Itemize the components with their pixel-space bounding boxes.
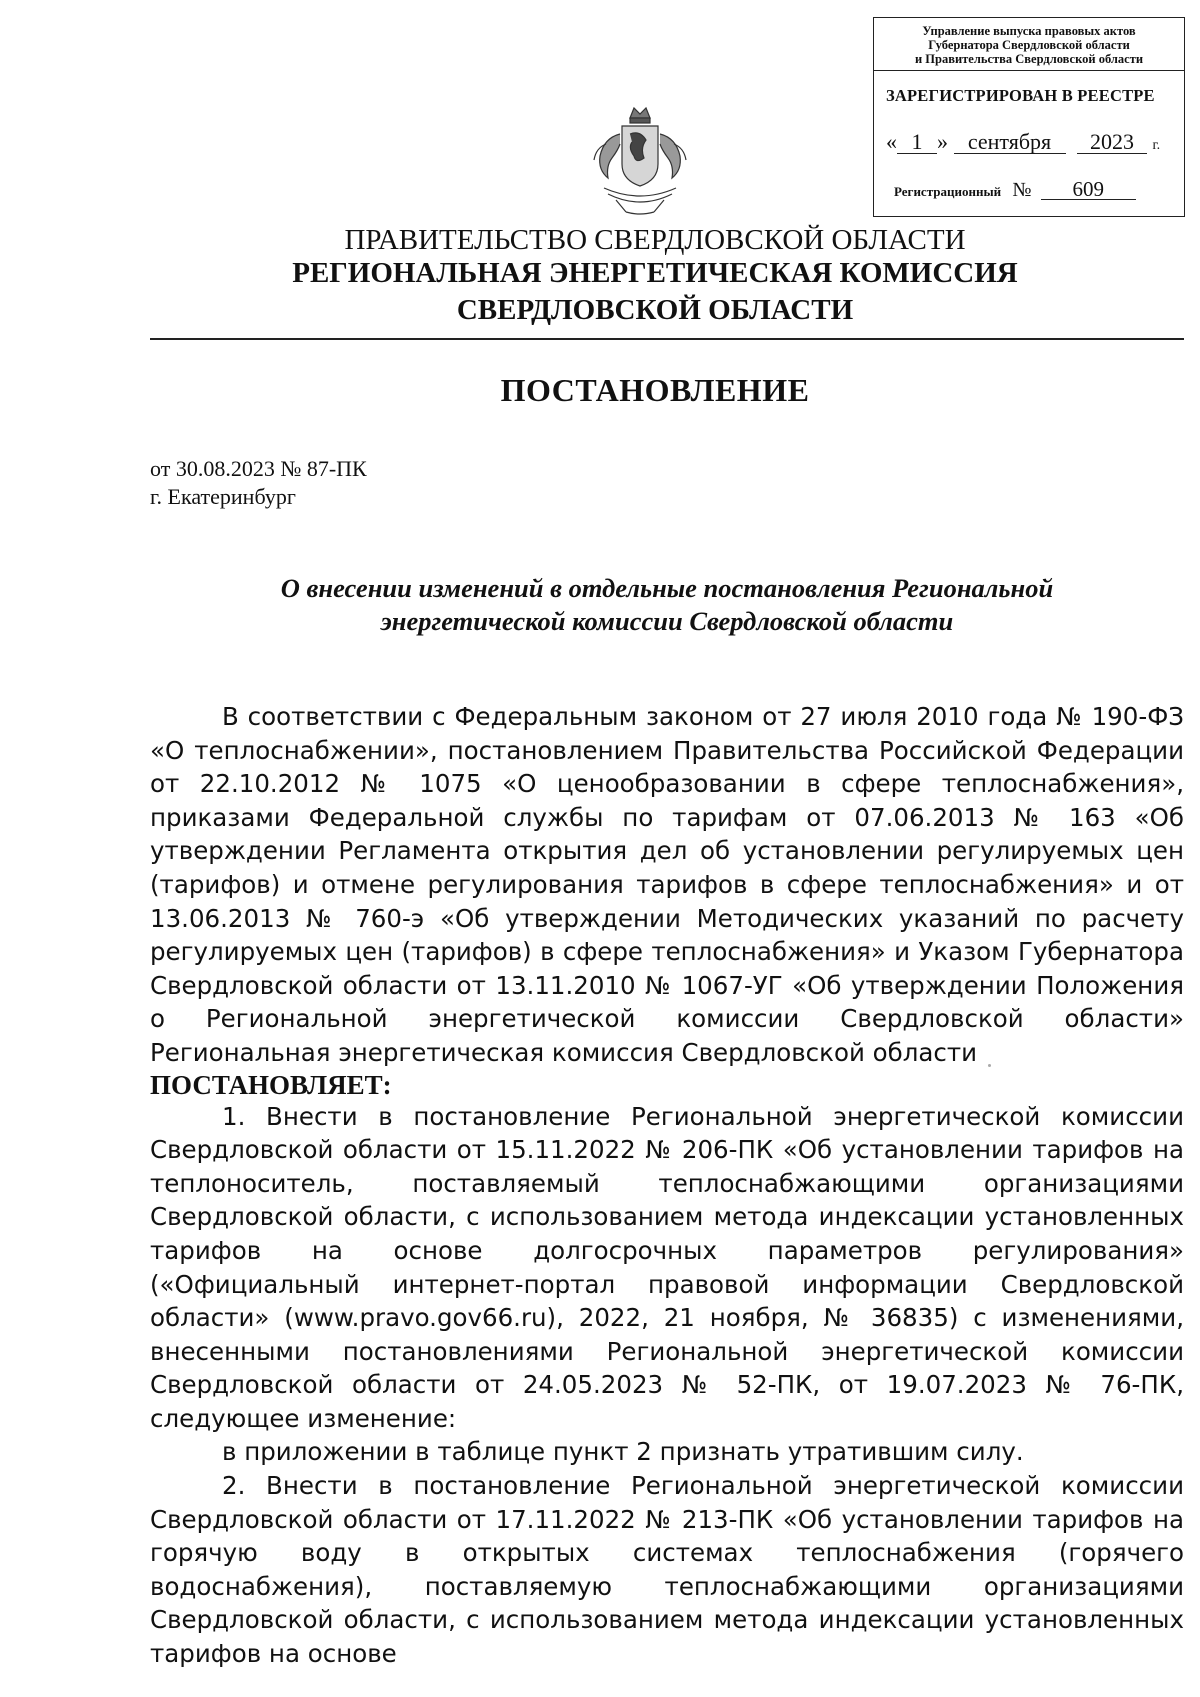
stamp-reg-label: Регистрационный — [894, 184, 1002, 199]
stamp-num-sign: № — [1012, 179, 1032, 201]
registration-stamp — [873, 17, 1185, 217]
item-1-paragraph: 1. Внести в постановление Региональной энергетической комиссии Свердловской области от 15.11.2022 № 206-ПК «Об установлении тарифов на теплоноситель, поставляемый теплоснабжающими организациями Свердловской области, с использованием метода индексации установленных тарифов на основе долгосрочных параметров регулирования» («Официальный интернет-портал правовой информации Свердловской области» (www.pravo.gov66.ru), 2022, 21 ноября, № 36835) с изменениями, внесенными постановлениями Региональной энергетической комиссии Свердловской области от 24.05.2023 № 52-ПК, от 19.07.2023 № 76-ПК, следующее изменение: — [150, 1101, 1184, 1433]
document-body — [150, 700, 1184, 1671]
commission-region: СВЕРДЛОВСКОЙ ОБЛАСТИ — [456, 294, 854, 326]
header-divider — [150, 338, 1184, 340]
stamp-month: сентября — [954, 131, 1066, 154]
subject-line: энергетической комиссии Свердловской области — [380, 606, 954, 636]
stamp-header — [874, 18, 1184, 71]
stamp-header-line: Губернатора Свердловской области — [928, 38, 1130, 52]
preamble-paragraph: В соответствии с Федеральным законом от 27 июля 2010 года № 190-ФЗ «О теплоснабжении», постановлением Правительства Российской Федерации от 22.10.2012 № 1075 «О ценообразовании в сфере теплоснабжения», приказами Федеральной службы по тарифам от 07.06.2013 № 163 «Об утверждении Регламента открытия дел об установлении регулируемых цен (тарифов) и отмене регулирования тарифов в сфере теплоснабжения» и от 13.06.2013 № 760-э «Об утверждении Методических указаний по расчету регулируемых цен (тарифов) в сфере теплоснабжения» и Указом Губернатора Свердловской области от 13.11.2010 № 1067-УГ «Об утверждении Положения о Региональной энергетической комиссии Свердловской области» Региональная энергетическая комиссия Свердловской области — [150, 702, 1184, 1067]
document-date-number: от 30.08.2023 № 87-ПК — [150, 456, 367, 481]
coat-of-arms-icon — [586, 104, 694, 218]
stamp-year-suffix: г. — [1152, 138, 1161, 153]
document-city: г. Екатеринбург — [150, 484, 296, 509]
decree-heading: ПОСТАНОВЛЯЕТ: — [150, 1069, 392, 1100]
item-1-sub-paragraph: в приложении в таблице пункт 2 признать утратившим силу. — [222, 1437, 1024, 1467]
government-title: ПРАВИТЕЛЬСТВО СВЕРДЛОВСКОЙ ОБЛАСТИ — [344, 224, 966, 256]
document-type: ПОСТАНОВЛЕНИЕ — [500, 372, 810, 408]
stamp-year: 2023 — [1077, 131, 1147, 154]
item-2-paragraph: 2. Внести в постановление Региональной энергетической комиссии Свердловской области от 17.11.2022 № 213-ПК «Об установлении тарифов на горячую воду в открытых системах теплоснабжения (горячего водоснабжения), поставляемую теплоснабжающими организациями Свердловской области, с использованием метода индексации установленных тарифов на основе — [150, 1471, 1184, 1669]
document-subject — [150, 572, 1184, 638]
stamp-day: 1 — [897, 131, 937, 154]
stamp-registered-label: ЗАРЕГИСТРИРОВАН В РЕЕСТРЕ — [886, 86, 1155, 105]
stamp-header-line: Управление выпуска правовых актов — [922, 24, 1136, 38]
stamp-reg-number — [894, 179, 1136, 202]
commission-title: РЕГИОНАЛЬНАЯ ЭНЕРГЕТИЧЕСКАЯ КОМИССИЯ — [292, 257, 1018, 289]
subject-line: О внесении изменений в отдельные постановления Региональной — [280, 573, 1054, 603]
stamp-header-line: и Правительства Свердловской области — [914, 52, 1144, 66]
stamp-reg-value: 609 — [1041, 179, 1136, 200]
stamp-date: « 1 » сентября 2023 г. — [886, 129, 1161, 154]
scan-speck — [988, 1064, 991, 1067]
